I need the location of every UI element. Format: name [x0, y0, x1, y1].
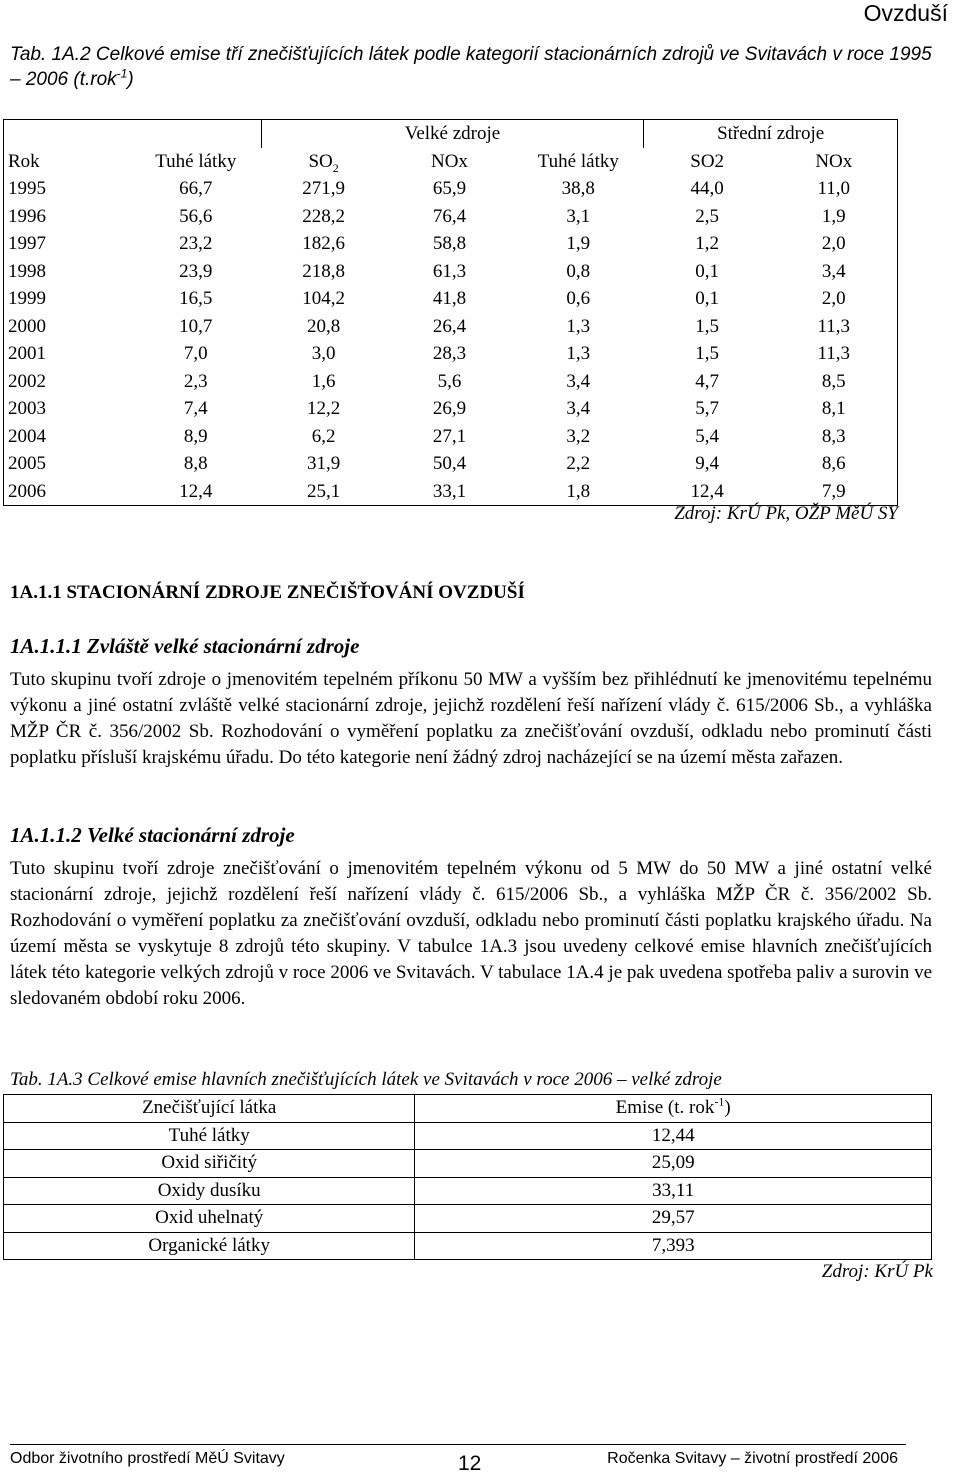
value-cell: 218,8: [302, 260, 345, 282]
value-cell: 7,9: [771, 478, 898, 506]
emission-cell: 29,57: [415, 1205, 932, 1233]
year-cell: 2005: [4, 450, 131, 478]
year-cell: 2000: [4, 313, 131, 341]
value-cell: 8,6: [771, 450, 898, 478]
year-cell: 1997: [4, 230, 131, 258]
value-cell: 20,8: [307, 315, 341, 337]
value-cell: 3,4: [566, 398, 591, 419]
value-cell: 1,2: [695, 233, 720, 254]
value-cell: 3,4: [771, 258, 898, 286]
section-heading: 1A.1.1 STACIONÁRNÍ ZDROJE ZNEČIŠŤOVÁNÍ OVZDUŠÍ: [10, 582, 525, 603]
value-cell: 2,5: [695, 205, 720, 227]
year-cell: 2001: [4, 340, 131, 368]
value-cell: 33,1: [386, 478, 513, 506]
so2-sub: 2: [332, 160, 339, 175]
table-row: [4, 368, 898, 396]
value-cell: 16,5: [179, 288, 213, 309]
value-cell: 8,5: [771, 368, 898, 396]
table1-source: Zdroj: KrÚ Pk, OŽP MěÚ SY: [674, 503, 898, 524]
value-cell: 12,4: [644, 478, 771, 506]
emission-cell: 25,09: [415, 1150, 932, 1178]
table-row: [4, 175, 898, 203]
table1-group-row: [4, 120, 898, 148]
value-cell: 44,0: [690, 178, 724, 199]
value-cell: 3,4: [566, 370, 591, 392]
value-cell: 3,1: [566, 205, 591, 227]
value-cell: 10,7: [179, 315, 213, 337]
table-row: [4, 230, 898, 258]
value-cell: 1,6: [311, 370, 336, 392]
value-cell: 2,3: [183, 370, 208, 392]
table-row: [4, 450, 898, 478]
col-substance: Znečišťující látka: [4, 1095, 415, 1123]
value-cell: 2,2: [566, 453, 591, 474]
col-emission-sup: -1: [714, 1094, 725, 1109]
table2-header-row: [4, 1095, 932, 1123]
table-row: [4, 1232, 932, 1260]
value-cell: 1,5: [695, 315, 720, 337]
value-cell: 8,3: [771, 423, 898, 451]
year-cell: 2006: [4, 478, 131, 506]
value-cell: 76,4: [432, 205, 467, 227]
so2-base: SO: [308, 150, 333, 172]
year-cell: 1999: [4, 285, 131, 313]
value-cell: 23,2: [179, 233, 213, 254]
page-number: 12: [458, 1452, 482, 1475]
table1-caption-sup: -1: [116, 66, 128, 81]
value-cell: 0,1: [695, 288, 720, 309]
year-cell: 1998: [4, 258, 131, 286]
value-cell: 66,7: [179, 178, 213, 199]
value-cell: 0,1: [695, 260, 720, 282]
substance-cell: Tuhé látky: [4, 1122, 415, 1150]
value-cell: 8,1: [771, 395, 898, 423]
col-year: Rok: [4, 148, 131, 176]
col-so2-medium: SO2: [690, 150, 725, 172]
substances-table: [3, 1094, 932, 1260]
table-row: [4, 1177, 932, 1205]
value-cell: 61,3: [432, 260, 467, 282]
table-row: [4, 285, 898, 313]
substance-cell: Oxidy dusíku: [4, 1177, 415, 1205]
value-cell: 65,9: [432, 178, 467, 199]
value-cell: 5,6: [437, 370, 462, 392]
col-solid-medium: Tuhé látky: [537, 150, 619, 172]
value-cell: 7,4: [183, 398, 208, 419]
group-large-sources: Velké zdroje: [261, 120, 644, 148]
table-row: [4, 423, 898, 451]
value-cell: 1,8: [513, 478, 644, 506]
value-cell: 228,2: [302, 205, 345, 227]
table-row: [4, 1150, 932, 1178]
value-cell: 27,1: [432, 425, 467, 447]
value-cell: 6,2: [311, 425, 336, 447]
substance-cell: Oxid siřičitý: [4, 1150, 415, 1178]
value-cell: 11,0: [771, 175, 898, 203]
value-cell: 1,3: [566, 343, 591, 364]
value-cell: 1,5: [695, 343, 720, 364]
year-cell: 1995: [4, 175, 131, 203]
value-cell: 0,8: [566, 260, 591, 282]
table1-header-row: [4, 148, 898, 176]
value-cell: 25,1: [261, 478, 386, 506]
value-cell: 38,8: [561, 178, 595, 199]
table-row: [4, 313, 898, 341]
value-cell: 26,9: [432, 398, 467, 419]
table2-source: Zdroj: KrÚ Pk: [821, 1261, 933, 1282]
table-row: [4, 1122, 932, 1150]
table-row: [4, 203, 898, 231]
table1-caption-text: Tab. 1A.2 Celkové emise tří znečišťujících látek podle kategorií stacionárních zdrojů ve Svitavách v roce 1995 – 2006 (t.rok: [10, 44, 932, 90]
year-cell: 2004: [4, 423, 131, 451]
table2-caption: Tab. 1A.3 Celkové emise hlavních znečišťujících látek ve Svitavách v roce 2006 – velké zdroje: [10, 1069, 722, 1090]
emissions-table: [3, 119, 898, 506]
value-cell: 1,9: [566, 233, 591, 254]
value-cell: 271,9: [302, 178, 345, 199]
value-cell: 182,6: [302, 233, 345, 254]
value-cell: 2,0: [771, 230, 898, 258]
year-cell: 1996: [4, 203, 131, 231]
table1-caption-end: ): [127, 69, 134, 90]
col-emission: [415, 1095, 932, 1123]
footer-department: Odbor životního prostředí MěÚ Svitavy: [10, 1450, 285, 1467]
value-cell: 26,4: [432, 315, 467, 337]
emission-cell: 12,44: [415, 1122, 932, 1150]
footer-publication: Ročenka Svitavy – životní prostředí 2006: [607, 1450, 898, 1467]
col-so2-large: [261, 148, 386, 176]
table-row: [4, 340, 898, 368]
col-nox-medium: NOx: [771, 148, 898, 176]
value-cell: 0,6: [566, 288, 591, 309]
col-emission-end: ): [724, 1097, 731, 1118]
table-row: [4, 258, 898, 286]
value-cell: 50,4: [432, 453, 467, 474]
value-cell: 31,9: [307, 453, 341, 474]
value-cell: 28,3: [432, 343, 467, 364]
substance-cell: Organické látky: [4, 1232, 415, 1260]
footer-divider: [10, 1444, 906, 1445]
value-cell: 58,8: [432, 233, 467, 254]
value-cell: 56,6: [179, 205, 213, 227]
table-row: [4, 1205, 932, 1233]
subsection-heading-2: 1A.1.1.2 Velké stacionární zdroje: [10, 823, 295, 847]
value-cell: 9,4: [695, 453, 720, 474]
value-cell: 3,2: [566, 425, 591, 447]
group-medium-sources: Střední zdroje: [644, 120, 898, 148]
value-cell: 3,0: [311, 343, 336, 364]
emission-cell: 33,11: [415, 1177, 932, 1205]
value-cell: 5,4: [695, 425, 720, 447]
col-nox-large: NOx: [430, 150, 468, 172]
value-cell: 104,2: [302, 288, 345, 309]
value-cell: 12,4: [130, 478, 261, 506]
col-solid-large: Tuhé látky: [155, 150, 237, 172]
value-cell: 12,2: [307, 398, 341, 419]
subsection-heading-1: 1A.1.1.1 Zvláště velké stacionární zdroje: [10, 634, 360, 658]
value-cell: 11,3: [771, 313, 898, 341]
emission-cell: 7,393: [415, 1232, 932, 1260]
value-cell: 8,9: [183, 425, 208, 447]
value-cell: 2,0: [771, 285, 898, 313]
value-cell: 1,9: [771, 203, 898, 231]
year-cell: 2002: [4, 368, 131, 396]
subsection-text-2: Tuto skupinu tvoří zdroje znečišťování o jmenovitém tepelném výkonu od 5 MW do 50 MW a jiné ostatní velké stacionární zdroje, jejichž rozdělení řeší nařízení vlády č. 615/2006 Sb., a vyhláška MŽP ČR č. 356/2002 Sb. Rozhodování o vyměření poplatku za znečišťování ovzduší, odkladu nebo prominutí části poplatku krajského úřadu. Na území města se vyskytuje 8 zdrojů této skupiny. V tabulce 1A.3 jsou uvedeny celkové emise hlavních znečišťujících látek této kategorie velkých zdrojů v roce 2006 ve Svitavách. V tabulace 1A.4 je pak uvedena spotřeba paliv a surovin ve sledovaném období roku 2006.: [10, 858, 932, 1009]
value-cell: 11,3: [771, 340, 898, 368]
year-cell: 2003: [4, 395, 131, 423]
table-row: [4, 395, 898, 423]
value-cell: 23,9: [179, 260, 213, 282]
substance-cell: Oxid uhelnatý: [4, 1205, 415, 1233]
section-title: Ovzduší: [863, 0, 948, 26]
value-cell: 4,7: [695, 370, 720, 392]
value-cell: 8,8: [183, 453, 208, 474]
value-cell: 41,8: [432, 288, 467, 309]
col-emission-text: Emise (t. rok: [615, 1097, 715, 1118]
table1-caption: [10, 42, 940, 92]
value-cell: 7,0: [183, 343, 208, 364]
value-cell: 5,7: [695, 398, 720, 419]
table-row: [4, 478, 898, 506]
subsection-text-1: Tuto skupinu tvoří zdroje o jmenovitém tepelném příkonu 50 MW a vyšším bez přihlédnutí ke jmenovitému tepelnému výkonu a jiné ostatní zvláště velké stacionární zdroje, jejichž rozdělení řeší nařízení vlády č. 615/2006 Sb., a vyhláška MŽP ČR č. 356/2002 Sb. Rozhodování o vyměření poplatku za znečišťování ovzduší, odkladu nebo prominutí části poplatku přísluší krajskému úřadu. Do této kategorie není žádný zdroj nacházející se na území města zařazen.: [10, 669, 932, 768]
value-cell: 1,3: [566, 315, 591, 337]
